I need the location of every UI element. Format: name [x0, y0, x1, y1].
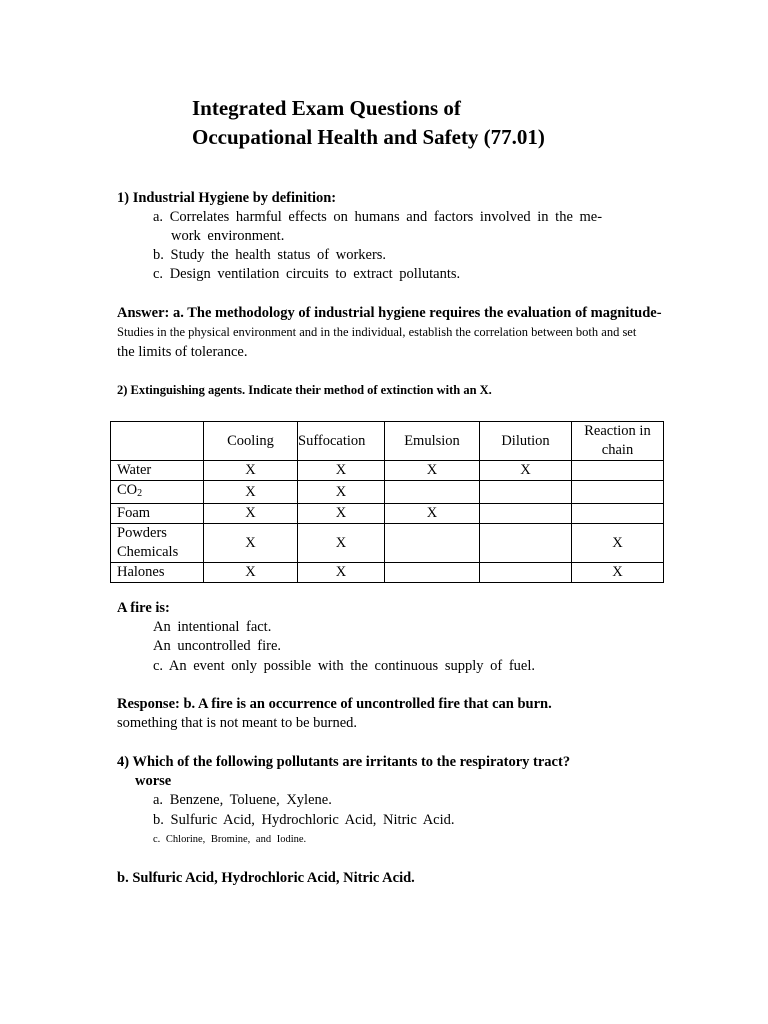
table-cell: X	[572, 524, 664, 563]
question-1: 1) Industrial Hygiene by definition:	[117, 190, 337, 206]
table-cell: X	[298, 481, 385, 504]
q1-answer-line-3: the limits of tolerance.	[117, 344, 248, 360]
table-cell: X	[572, 563, 664, 583]
option-text: Chlorine, Bromine, and Iodine.	[165, 834, 307, 845]
question-3: A fire is:	[117, 600, 170, 616]
table-row	[111, 563, 664, 583]
agent-subscript: 2	[137, 488, 143, 499]
table-cell	[480, 481, 572, 504]
question-2: 2) Extinguishing agents. Indicate their method of extinction with an X.	[117, 383, 492, 397]
table-header-emulsion: Emulsion	[385, 422, 480, 461]
option-text: Benzene, Toluene, Xylene.	[169, 792, 332, 808]
option-label: c.	[153, 266, 164, 282]
table-cell: X	[298, 563, 385, 583]
q3-option-a: An intentional fact.	[153, 619, 272, 635]
table-row	[111, 504, 664, 524]
table-cell: X	[204, 461, 298, 481]
q3-option-b: An uncontrolled fire.	[153, 638, 282, 654]
table-row	[111, 524, 664, 563]
table-cell: X	[204, 504, 298, 524]
q1-answer-line-2: Studies in the physical environment and in the individual, establish the correlation between both and set	[117, 325, 637, 339]
table-header-row	[111, 422, 664, 461]
row-agent: Foam	[111, 504, 204, 524]
table-header-dilution: Dilution	[480, 422, 572, 461]
option-text: Study the health status of workers.	[170, 247, 387, 263]
q1-option-a	[153, 208, 602, 227]
table-cell	[385, 481, 480, 504]
title-line-1: Integrated Exam Questions of	[192, 96, 461, 120]
table-cell	[572, 481, 664, 504]
table-row	[111, 461, 664, 481]
option-label: b.	[153, 812, 164, 828]
option-text: Sulfuric Acid, Hydrochloric Acid, Nitric Acid.	[170, 812, 455, 828]
table-cell: X	[298, 524, 385, 563]
table-header-cooling: Cooling	[204, 422, 298, 461]
table-cell	[480, 524, 572, 563]
row-agent	[111, 524, 204, 563]
agent-name: CO	[117, 482, 138, 498]
header-line-2: chain	[601, 442, 634, 458]
table-cell: X	[204, 563, 298, 583]
table-cell: X	[298, 461, 385, 481]
header-line-1: Reaction in	[584, 423, 651, 439]
extinguishing-agents-table	[110, 421, 664, 583]
question-4: 4) Which of the following pollutants are irritants to the respiratory tract?	[117, 754, 571, 770]
q3-option-c: c. An event only possible with the continuous supply of fuel.	[153, 658, 535, 674]
q3-response-line-2: something that is not meant to be burned.	[117, 715, 358, 731]
option-label: a.	[153, 209, 164, 225]
row-agent	[111, 481, 204, 504]
page-title	[192, 94, 545, 152]
q1-option-a-continued: work environment.	[171, 228, 285, 244]
table-cell	[480, 504, 572, 524]
agent-name-line-1: Powders	[117, 525, 167, 541]
q4-option-a	[153, 791, 332, 810]
table-cell: X	[480, 461, 572, 481]
q1-answer: Answer: a. The methodology of industrial hygiene requires the evaluation of magnitude-	[117, 305, 662, 321]
title-line-2: Occupational Health and Safety (77.01)	[192, 125, 545, 149]
table-row	[111, 481, 664, 504]
table-cell	[385, 563, 480, 583]
option-label: c.	[153, 834, 161, 845]
table-cell	[572, 461, 664, 481]
q4-answer: b. Sulfuric Acid, Hydrochloric Acid, Nitric Acid.	[117, 870, 415, 886]
q3-response: Response: b. A fire is an occurrence of uncontrolled fire that can burn.	[117, 696, 552, 712]
table-header-empty	[111, 422, 204, 461]
q4-option-b	[153, 811, 455, 830]
row-agent: Water	[111, 461, 204, 481]
option-text: Correlates harmful effects on humans and factors involved in the me-	[169, 209, 603, 225]
table-header-reaction-in-chain	[572, 422, 664, 461]
table-cell: X	[204, 524, 298, 563]
table-cell: X	[385, 461, 480, 481]
table-cell	[572, 504, 664, 524]
option-text: Design ventilation circuits to extract pollutants.	[169, 266, 461, 282]
q1-option-c	[153, 265, 460, 284]
agent-name-line-2: Chemicals	[117, 544, 179, 560]
table-cell: X	[298, 504, 385, 524]
row-agent: Halones	[111, 563, 204, 583]
question-4-line-2: worse	[135, 773, 172, 789]
option-label: b.	[153, 247, 164, 263]
table-cell	[385, 524, 480, 563]
table-cell	[480, 563, 572, 583]
q4-option-c	[153, 830, 306, 849]
table-cell: X	[204, 481, 298, 504]
table-cell: X	[385, 504, 480, 524]
option-label: a.	[153, 792, 164, 808]
table-header-suffocation: Suffocation	[298, 422, 385, 461]
q1-option-b	[153, 246, 386, 265]
